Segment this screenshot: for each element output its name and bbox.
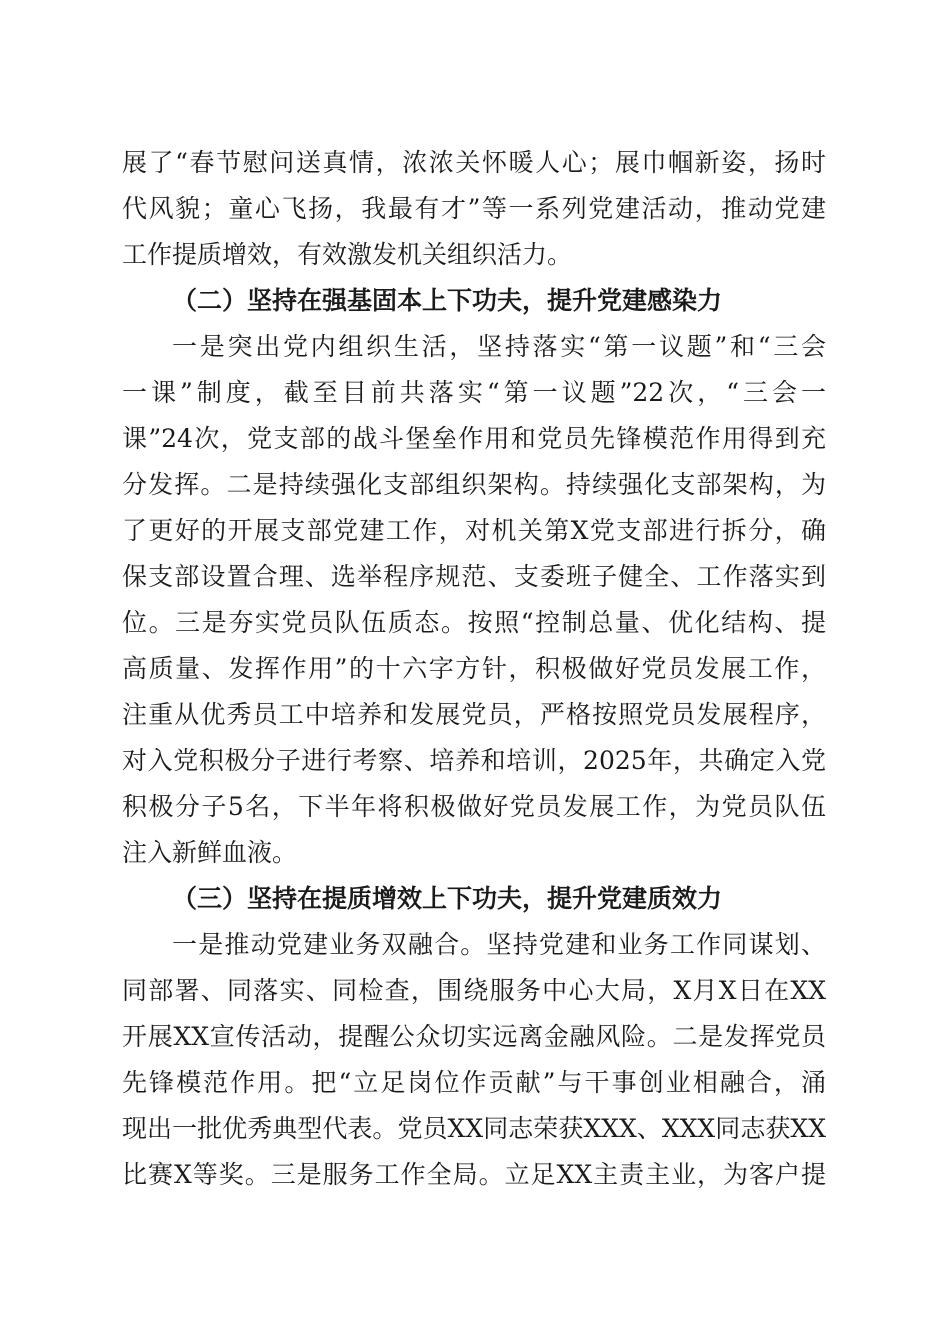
section-heading: （二）坚持在强基固本上下功夫，提升党建感染力 <box>172 286 723 315</box>
paragraph-line: 同部署、同落实、同检查，围绕服务中心大局，X月X日在XX <box>122 976 826 1005</box>
paragraph-line: 对入党积极分子进行考察、培养和培训，2025年，共确定入党 <box>122 746 826 775</box>
paragraph-line: 保支部设置合理、选举程序规范、支委班子健全、工作落实到 <box>122 562 826 591</box>
paragraph-line: 一是推动党建业务双融合。坚持党建和业务工作同谋划、 <box>172 930 826 959</box>
paragraph-line: 分发挥。二是持续强化支部组织架构。持续强化支部架构，为 <box>122 470 826 499</box>
paragraph-line: 课”24次，党支部的战斗堡垒作用和党员先锋模范作用得到充 <box>122 424 826 453</box>
paragraph-line: 位。三是夯实党员队伍质态。按照“控制总量、优化结构、提 <box>122 608 826 637</box>
paragraph-line: 先锋模范作用。把“立足岗位作贡献”与干事创业相融合，涌 <box>122 1068 826 1097</box>
paragraph-line: 注重从优秀员工中培养和发展党员，严格按照党员发展程序， <box>122 700 826 729</box>
section-heading: （三）坚持在提质增效上下功夫，提升党建质效力 <box>172 884 723 913</box>
paragraph-line: 了更好的开展支部党建工作，对机关第X党支部进行拆分，确 <box>122 516 826 545</box>
paragraph-line: 展了“春节慰问送真情，浓浓关怀暖人心；展巾帼新姿，扬时 <box>122 148 826 177</box>
paragraph-line: 工作提质增效，有效激发机关组织活力。 <box>122 240 573 269</box>
paragraph-line: 高质量、发挥作用”的十六字方针，积极做好党员发展工作， <box>122 654 826 683</box>
paragraph-line: 现出一批优秀典型代表。党员XX同志荣获XXX、XXX同志获XX <box>122 1114 826 1143</box>
paragraph-line: 比赛X等奖。三是服务工作全局。立足XX主责主业，为客户提 <box>122 1160 826 1189</box>
paragraph-line: 注入新鲜血液。 <box>122 838 298 867</box>
paragraph-line: 代风貌；童心飞扬，我最有才”等一系列党建活动，推动党建 <box>122 194 826 223</box>
paragraph-line: 开展XX宣传活动，提醒公众切实远离金融风险。二是发挥党员 <box>122 1022 826 1051</box>
paragraph-line: 积极分子5名，下半年将积极做好党员发展工作，为党员队伍 <box>122 792 826 821</box>
paragraph-line: 一课”制度，截至目前共落实“第一议题”22次，“三会一 <box>122 378 826 407</box>
paragraph-line: 一是突出党内组织生活，坚持落实“第一议题”和“三会 <box>172 332 826 361</box>
